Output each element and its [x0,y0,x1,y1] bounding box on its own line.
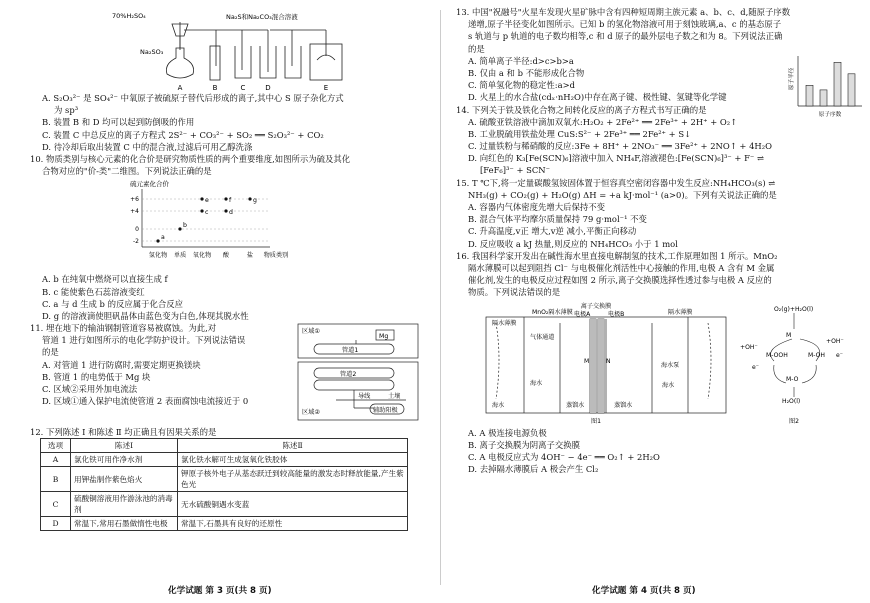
ytick-minus2: -2 [133,238,139,246]
point-g: g [253,197,257,205]
q9-option-a-cont: 为 sp³ [54,105,79,116]
label-n: N [606,357,611,365]
table-cell: B [41,467,71,492]
q14-option-d: D. 向红色的 K₃[Fe(SCN)₆]溶液中加入 NH₄F,溶液褪色:[Fe(SCN)₆]³⁻ + F⁻ ⇌ [468,153,764,164]
xaxis-title: 物质类别 [263,252,289,260]
point-a: a [161,234,165,242]
fig2-oh-left: +OH⁻ [740,343,758,351]
label-m: M [584,357,590,365]
q16-option-b: B. 离子交换膜为阴离子交换膜 [468,439,580,450]
q16-stem-2: 隔水薄膜可以起到阻挡 Cl⁻ 与电极催化剂活性中心接触的作用,电极 A 含有 M 金属 [468,262,775,273]
table-cell: 硫酸铜溶液用作游泳池的消毒剂 [71,492,178,517]
device-letter-c: C [240,84,246,92]
ion-exchange-label: 离子交换膜 [580,302,612,310]
table-cell: C [41,492,71,517]
q14-stem: 14. 下列关于铁及铁化合物之间转化反应的离子方程式书写正确的是 [456,104,707,115]
q13-stem-1: 13. 中国"祝融号"火星车发现火星矿脉中含有四种短周期主族元素 a、b、c、d,随原子序数 [456,7,791,17]
mno2-film-label: MnO₂隔水薄膜 [532,308,573,316]
q16-stem-3: 催化剂,发生的电极反应过程如图 2 所示,离子交换膜选择性透过参与电极 A 反应的 [468,275,772,286]
left-page-footer: 化学试题 第 3 页(共 8 页) [168,585,272,596]
xcat-oxide: 氧化物 [192,252,212,260]
q16-option-a: A. A 极连接电源负极 [468,427,547,438]
acid-label: 70%H₂SO₄ [112,12,146,20]
device-letter-b: B [212,84,218,92]
point-e: e [205,197,209,205]
xcat-element: 单质 [173,252,187,260]
table-row [41,517,408,531]
ytick-zero: 0 [135,226,139,234]
seawater-pump-label: 海水泵 [661,361,680,369]
radius-ylabel: 原子半径 [789,67,795,90]
valence-class-chart [30,177,448,273]
soil-label: 土壤 [388,393,401,401]
q14-option-d-cont: [FeF₆]³⁻ + SCN⁻ [480,165,551,176]
xcat-acid: 酸 [222,252,230,260]
device-letter-a: A [177,84,183,92]
page-divider [440,10,441,585]
q11-option-d: D. 区域①通入保护电流使管道 2 表面腐蚀电流接近于 0 [42,396,249,407]
q15-option-d: D. 反应吸收 a kJ 热量,则反应的 NH₄HCO₃ 小于 1 mol [468,238,678,249]
q11 [30,322,448,426]
electrode-a-label: 电极A [574,310,591,318]
radius-bar-b [820,90,827,106]
xcat-hydride: 氢化物 [148,252,168,260]
q12 [30,426,448,531]
region-2-label: 区域② [302,409,320,417]
q16-stem-4: 物质。下列说法错误的是 [468,287,561,298]
q11-stem-2: 管道 1 进行如图所示的电化学防护设计。下列说法错误 [42,335,246,346]
fig2-electron-left: e⁻ [752,363,759,371]
yaxis-title: 硫元素化合价 [130,180,169,189]
table-row [41,492,408,517]
q15-option-a: A. 容器内气体密度先增大后保持不变 [468,202,605,212]
radius-bar-c [834,62,841,106]
table-row [41,467,408,492]
fig2-moh-label: M-OH [808,351,826,359]
q12-header-statement-1: 陈述Ⅰ [71,439,178,453]
q11-option-c: C. 区域②采用外加电流法 [42,384,138,394]
table-cell: 用钾盐制作紫色焰火 [71,467,178,492]
wire-label: 导线 [358,393,371,401]
seawater-label-3: 海水 [662,381,675,389]
table-cell: A [41,453,71,467]
fig2-oh-right: +OH⁻ [826,337,844,345]
seawater-label-1: 海水 [530,379,543,387]
q9-option-d: D. 待冷却后取出装置 C 中的混合液,过滤后可用乙醇洗涤 [42,141,253,152]
table-cell: 无水硫酸铜遇水变蓝 [178,492,408,517]
fig2-m-label: M [786,331,792,339]
electrolysis-figures [456,299,870,427]
aux-anode-label: 辅助阳极 [373,407,398,415]
q9-option-b: B. 装置 B 和 D 均可以起到防倒吸的作用 [42,117,195,128]
table-cell: 常温下,常用石墨做惰性电极 [71,517,178,531]
q12-table [40,438,408,531]
table-cell: 氯化铁水解可生成氢氧化铁胶体 [178,453,408,467]
right-page [456,6,870,475]
device-letter-d: D [265,84,271,92]
distilled-water-right: 蒸馏水 [614,401,633,409]
pipe-1-label: 管道1 [342,347,359,355]
fig2-o2-label: O₂(g)+H₂O(l) [774,305,814,313]
radius-bar-a [806,85,813,106]
q12-header-statement-2: 陈述Ⅱ [178,439,408,453]
point-f: f [229,197,232,205]
q11-option-b: B. 管道 1 的电势低于 Mg 块 [42,371,151,382]
fig2-mooh-label: M-OOH [766,351,788,359]
device-letter-e: E [323,84,329,92]
region-1-label: 区域① [302,328,320,336]
q11-option-a: A. 对管道 1 进行防腐时,需要定期更换镁块 [42,359,201,370]
distilled-water-left: 蒸馏水 [566,401,585,409]
fig2-mo-label: M-O [786,375,799,383]
q13-option-b: B. 仅由 a 和 b 不能形成化合物 [468,67,585,78]
figure-1-caption: 图1 [591,417,601,425]
q13-option-c: C. 简单氢化物的稳定性:a>d [468,80,576,91]
waterproof-film-left: 隔水薄膜 [492,319,517,327]
atomic-radius-chart [786,52,866,121]
q13-option-d: D. 火星上的水合盐(cdₓ·nH₂O)中存在离子键、极性键、氢键等化学键 [468,92,727,103]
q10-option-d: D. g 的溶液滴使胆矾晶体由蓝色变为白色,体现其脱水性 [42,310,249,321]
q10-option-b: B. c 能使紫色石蕊溶液变红 [42,286,145,297]
q16-stem-1: 16. 我国科学家开发出在碱性海水里直接电解制氢的技术,工作原理如图 1 所示。MnO₂ [456,250,778,261]
fig2-h2o-label: H₂O(l) [782,397,801,405]
q10-option-c: C. a 与 d 生成 b 的反应属于化合反应 [42,298,183,309]
q14-option-a: A. 硫酸亚铁溶液中滴加双氧水:H₂O₂ + 2Fe²⁺ ══ 2Fe³⁺ + 2H⁺ + O₂↑ [468,116,738,127]
q15-option-b: B. 混合气体平均摩尔质量保持 79 g·mol⁻¹ 不变 [468,214,647,225]
pipe-2-label: 管道2 [340,371,357,379]
q9-options [30,92,448,153]
q11-stem-1: 11. 埋在地下的输油钢制管道容易被腐蚀。为此,对 [30,323,217,334]
table-row [41,453,408,467]
q9-option-c: C. 装置 C 中总反应的离子方程式 2S²⁻ + CO₃²⁻ + SO₂ ══ S₂O₃²⁻ + CO₂ [42,129,324,140]
q15-stem-2: NH₃(g) + CO₂(g) + H₂O(g) ΔH = +a kJ·mol⁻¹ (a>0)。下列有关说法正确的是 [468,189,777,200]
waterproof-film-right: 隔水薄膜 [668,308,693,316]
left-page [30,6,448,531]
q16-option-c: C. A 电极反应式为 4OH⁻ − 4e⁻ ══ O₂↑ + 2H₂O [468,451,660,462]
q12-header-option: 选项 [41,439,71,453]
fig2-electron-right: e⁻ [836,351,843,359]
q13-stem-3: s 轨道与 p 轨道的电子数均相等,c 和 d 原子的最外层电子数之和为 8。下列说法正确 [468,31,783,42]
q10 [30,153,448,322]
q15-stem-1: 15. T ℃下,将一定量碳酸氢铵固体置于恒容真空密闭容器中发生反应:NH₄HCO₃(s) ⇌ [456,177,776,188]
corrosion-protection-figure [296,322,420,425]
right-page-footer: 化学试题 第 4 页(共 8 页) [592,585,696,596]
q13-stem-4: 的是 [468,43,485,54]
q13-option-a: A. 简单离子半径:d>c>b>a [468,55,574,66]
figure-2-caption: 图2 [789,417,799,425]
xcat-salt: 盐 [246,252,254,260]
q9-option-a: A. S₂O₃²⁻ 是 SO₄²⁻ 中氧原子被硫原子替代后形成的离子,其中心 S 原子杂化方式 [42,93,344,103]
table-cell: 常温下,石墨具有良好的还原性 [178,517,408,531]
table-cell: 氯化铁可用作净水剂 [71,453,178,467]
radius-bar-d [848,74,855,106]
q15 [456,177,870,250]
electrode-b-label: 电极B [608,310,625,318]
q10-option-a: A. b 在纯氧中燃烧可以直接生成 f [42,274,168,285]
mg-block-label: Mg [379,333,389,341]
table-cell: 钾原子核外电子从基态跃迁到较高能量的激发态时释放能量,产生紫色光 [178,467,408,492]
ytick-plus6: +6 [130,196,139,204]
gas-channel-label: 气体通道 [530,333,555,341]
point-d: d [229,209,233,217]
ytick-plus4: +4 [130,208,139,216]
point-b: b [183,222,187,230]
table-cell: D [41,517,71,531]
q11-stem-3: 的是 [42,347,59,358]
point-c: c [205,209,209,217]
q10-stem-2: 合物对应的"价-类"二维图。下列说法正确的是 [42,166,212,177]
q13-stem-2: 递增,原子半径变化如图所示。已知 b 的氢化物溶液可用于刻蚀玻璃,a、c 的基态原子 [468,19,782,30]
q16-option-d: D. 去掉隔水薄膜后 A 极会产生 Cl₂ [468,464,599,475]
q12-stem: 12. 下列陈述 Ⅰ 和陈述 Ⅱ 均正确且有因果关系的是 [30,427,217,438]
apparatus-figure [30,6,448,92]
q15-option-c: C. 升高温度,v正 增大,v逆 减小,平衡正向移动 [468,226,637,237]
q14-option-c: C. 过量铁粉与稀硝酸的反应:3Fe + 8H⁺ + 2NO₃⁻ ══ 3Fe²⁺ + 2NO↑ + 4H₂O [468,141,772,152]
radius-xlabel: 原子序数 [818,112,842,118]
q16 [456,250,870,476]
seawater-label-2: 海水 [492,401,505,409]
solution-label: Na₂S和Na₂CO₃混合溶液 [226,13,298,21]
q14-option-b: B. 工业脱硫用铁盐处理 CuS:S²⁻ + 2Fe³⁺ ══ 2Fe²⁺ + S↓ [468,128,692,139]
solid-label: Na₂SO₃ [140,48,164,56]
q10-stem-1: 10. 物质类别与核心元素的化合价是研究物质性质的两个重要维度,如图所示为硫及其化 [30,153,351,164]
